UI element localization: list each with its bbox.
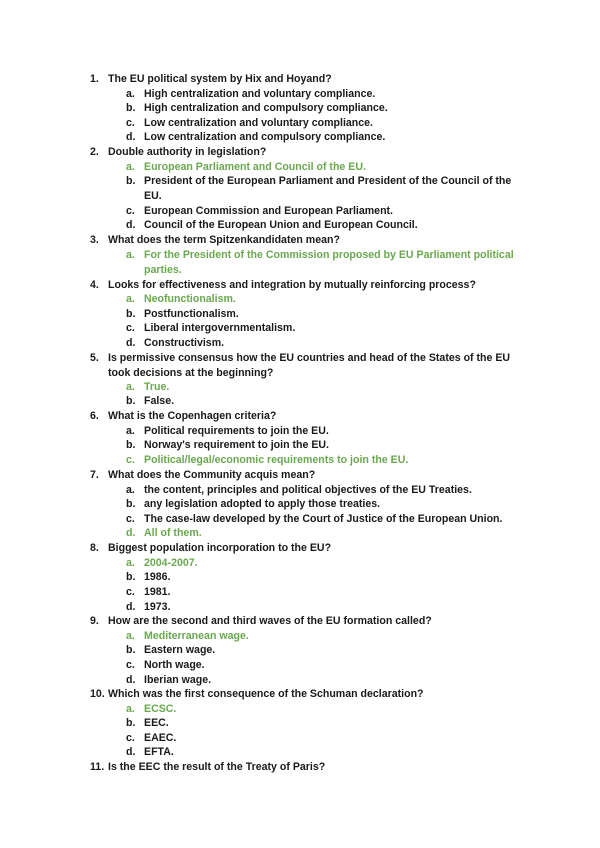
option-text: Eastern wage.	[144, 644, 216, 656]
option-text: President of the European Parliament and President of the Council of the EU.	[144, 175, 512, 202]
question-text: What does the term Spitzenkandidaten mean?	[108, 234, 340, 246]
option-letter: d.	[126, 527, 136, 539]
question-number: 6.	[90, 410, 99, 422]
option-letter: c.	[126, 117, 135, 129]
option-text: EEC.	[144, 717, 169, 729]
question-text: What is the Copenhagen criteria?	[108, 410, 277, 422]
option-text: Postfunctionalism.	[144, 308, 239, 320]
option-letter: c.	[126, 205, 135, 217]
option-text: True.	[144, 381, 170, 393]
question-number: 7.	[90, 469, 99, 481]
option-text: Constructivism.	[144, 337, 225, 349]
question-number: 5.	[90, 352, 99, 364]
option-letter: c.	[126, 513, 135, 525]
option-letter: a.	[126, 381, 135, 393]
question-text: Is the EEC the result of the Treaty of Paris?	[108, 761, 326, 773]
option-text: 1981.	[144, 586, 171, 598]
option-letter: d.	[126, 746, 136, 758]
question-number: 8.	[90, 542, 99, 554]
question-number: 1.	[90, 73, 99, 85]
option-text: European Parliament and Council of the EU.	[144, 161, 366, 173]
option-text: any legislation adopted to apply those treaties.	[144, 498, 381, 510]
option-text: Norway's requirement to join the EU.	[144, 439, 329, 451]
question-text: What does the Community acquis mean?	[108, 469, 316, 481]
option-letter: d.	[126, 601, 136, 613]
option-letter: b.	[126, 395, 136, 407]
option-text: All of them.	[144, 527, 202, 539]
question-text: The EU political system by Hix and Hoyand?	[108, 73, 332, 85]
question-number: 3.	[90, 234, 99, 246]
option-letter: d.	[126, 131, 136, 143]
option-text: Mediterranean wage.	[144, 630, 249, 642]
option-text: Low centralization and compulsory compliance.	[144, 131, 386, 143]
question-text: Double authority in legislation?	[108, 146, 267, 158]
option-text: The case-law developed by the Court of Justice of the European Union.	[144, 513, 503, 525]
option-letter: c.	[126, 322, 135, 334]
option-letter: b.	[126, 439, 136, 451]
option-text: North wage.	[144, 659, 205, 671]
option-text: the content, principles and political objectives of the EU Treaties.	[144, 484, 472, 496]
option-text: EFTA.	[144, 746, 174, 758]
option-text: For the President of the Commission proposed by EU Parliament political parties.	[144, 249, 514, 276]
option-letter: a.	[126, 88, 135, 100]
option-text: Council of the European Union and European Council.	[144, 219, 418, 231]
question-number: 4.	[90, 279, 99, 291]
option-letter: c.	[126, 659, 135, 671]
option-letter: b.	[126, 498, 136, 510]
option-text: 1986.	[144, 571, 171, 583]
option-text: European Commission and European Parliament.	[144, 205, 394, 217]
option-letter: b.	[126, 102, 136, 114]
option-text: Political/legal/economic requirements to join the EU.	[144, 454, 409, 466]
option-letter: c.	[126, 454, 135, 466]
question-text: Which was the first consequence of the Schuman declaration?	[108, 688, 424, 700]
option-letter: a.	[126, 703, 135, 715]
option-text: Liberal intergovernmentalism.	[144, 322, 296, 334]
option-letter: d.	[126, 674, 136, 686]
option-text: High centralization and voluntary compliance.	[144, 88, 376, 100]
option-text: Neofunctionalism.	[144, 293, 236, 305]
question-text: Biggest population incorporation to the EU?	[108, 542, 332, 554]
option-letter: b.	[126, 644, 136, 656]
option-letter: a.	[126, 293, 135, 305]
option-letter: b.	[126, 717, 136, 729]
question-number: 10.	[90, 688, 105, 700]
option-letter: d.	[126, 219, 136, 231]
option-text: Political requirements to join the EU.	[144, 425, 329, 437]
option-letter: a.	[126, 484, 135, 496]
option-text: EAEC.	[144, 732, 177, 744]
question-number: 9.	[90, 615, 99, 627]
option-letter: a.	[126, 249, 135, 261]
question-text: How are the second and third waves of the EU formation called?	[108, 615, 432, 627]
option-letter: a.	[126, 425, 135, 437]
question-text: Is permissive consensus how the EU countries and head of the States of the EU took decisions at the beginning?	[108, 352, 511, 379]
option-letter: c.	[126, 732, 135, 744]
option-letter: a.	[126, 630, 135, 642]
question-number: 2.	[90, 146, 99, 158]
option-letter: d.	[126, 337, 136, 349]
option-letter: b.	[126, 308, 136, 320]
option-text: 1973.	[144, 601, 171, 613]
option-letter: a.	[126, 161, 135, 173]
option-text: High centralization and compulsory compliance.	[144, 102, 388, 114]
option-text: Iberian wage.	[144, 674, 212, 686]
option-letter: b.	[126, 175, 136, 187]
option-text: 2004-2007.	[144, 557, 198, 569]
option-letter: a.	[126, 557, 135, 569]
question-number: 11.	[90, 761, 105, 773]
option-text: Low centralization and voluntary compliance.	[144, 117, 373, 129]
option-text: False.	[144, 395, 175, 407]
option-letter: c.	[126, 586, 135, 598]
question-text: Looks for effectiveness and integration by mutually reinforcing process?	[108, 279, 476, 291]
option-letter: b.	[126, 571, 136, 583]
option-text: ECSC.	[144, 703, 177, 715]
